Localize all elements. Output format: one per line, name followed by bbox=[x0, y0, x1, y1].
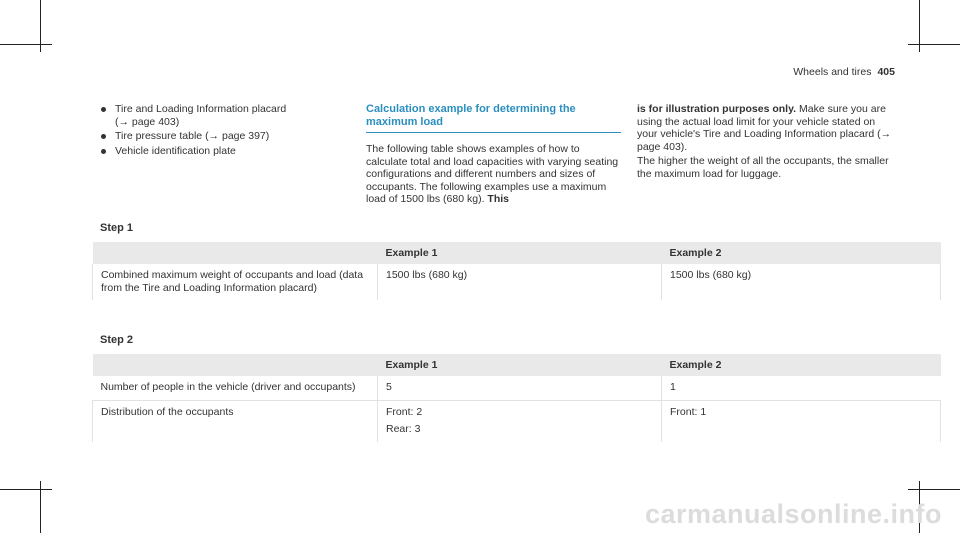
list-item bbox=[100, 130, 325, 143]
table-row bbox=[93, 264, 941, 300]
section-title-line2: maximum load bbox=[366, 116, 444, 128]
header-cell: Example 2 bbox=[662, 354, 941, 376]
example2-value: Front: 1 bbox=[662, 400, 941, 442]
step2-table bbox=[92, 354, 941, 442]
crop-mark bbox=[908, 44, 960, 45]
example1-value bbox=[378, 400, 662, 442]
header-cell: Example 1 bbox=[378, 354, 662, 376]
header-cell: Example 2 bbox=[662, 242, 941, 264]
section-body bbox=[366, 143, 621, 206]
table-row bbox=[93, 376, 941, 400]
page-reference-link[interactable]: (→ page 403) bbox=[115, 115, 180, 128]
page-header bbox=[793, 66, 895, 79]
example1-value: 1500 lbs (680 kg) bbox=[378, 264, 662, 300]
example1-value: 5 bbox=[378, 376, 662, 400]
row-label: Number of people in the vehicle (driver and occupants) bbox=[93, 376, 378, 400]
section-title bbox=[366, 103, 621, 133]
rear-count: Rear: 3 bbox=[386, 423, 421, 435]
header-cell: Example 1 bbox=[378, 242, 662, 264]
crop-mark bbox=[0, 44, 52, 45]
note-text-2: The higher the weight of all the occupants, the smaller the maximum load for luggage. bbox=[637, 155, 889, 180]
list-item-text[interactable]: Tire pressure table (→ page 397) bbox=[115, 130, 270, 142]
crop-mark bbox=[908, 489, 960, 490]
header-cell bbox=[93, 242, 378, 264]
step2-label: Step 2 bbox=[100, 334, 134, 346]
section-title-line1: Calculation example for determining the bbox=[366, 103, 576, 115]
example2-value: 1500 lbs (680 kg) bbox=[662, 264, 941, 300]
front-count: Front: 2 bbox=[386, 405, 423, 418]
crop-mark bbox=[40, 481, 41, 533]
page-number: 405 bbox=[877, 66, 895, 78]
header-cell bbox=[93, 354, 378, 376]
note-column bbox=[637, 103, 897, 182]
section-body-bold: This bbox=[487, 193, 510, 205]
table-header-row bbox=[93, 354, 941, 376]
step1-label: Step 1 bbox=[100, 222, 134, 234]
note-bold: is for illustration purposes only. bbox=[637, 103, 797, 115]
calculation-section bbox=[366, 103, 621, 208]
note-text: Make sure you are using the actual load limit for your vehicle stated on your vehicle's Tire and Loading Information placard (→ page 403). bbox=[637, 103, 892, 153]
note-paragraph-2 bbox=[637, 155, 897, 180]
bullet-column bbox=[100, 103, 325, 159]
list-item-text: Vehicle identification plate bbox=[115, 144, 236, 157]
table-header-row bbox=[93, 242, 941, 264]
watermark: carmanualsonline.info bbox=[644, 499, 942, 529]
list-item bbox=[100, 145, 325, 158]
table-row bbox=[93, 400, 941, 442]
row-label: Combined maximum weight of occupants and load (data from the Tire and Loading Information placard) bbox=[93, 264, 378, 300]
reference-list bbox=[100, 103, 325, 157]
crop-mark bbox=[919, 0, 920, 52]
example2-value: 1 bbox=[662, 376, 941, 400]
crop-mark bbox=[0, 489, 52, 490]
list-item bbox=[100, 103, 325, 128]
section-body-text: The following table shows examples of how to calculate total and load capacities with varying seating configurations and different numbers and sizes of occupants. The following examples use a maximum load of 1500 lbs (680 kg). bbox=[366, 143, 619, 205]
note-paragraph bbox=[637, 103, 897, 153]
crop-mark bbox=[40, 0, 41, 52]
list-item-text: Tire and Loading Information placard bbox=[115, 103, 287, 115]
section-name: Wheels and tires bbox=[793, 66, 872, 78]
step1-table bbox=[92, 242, 941, 300]
row-label: Distribution of the occupants bbox=[93, 400, 378, 442]
